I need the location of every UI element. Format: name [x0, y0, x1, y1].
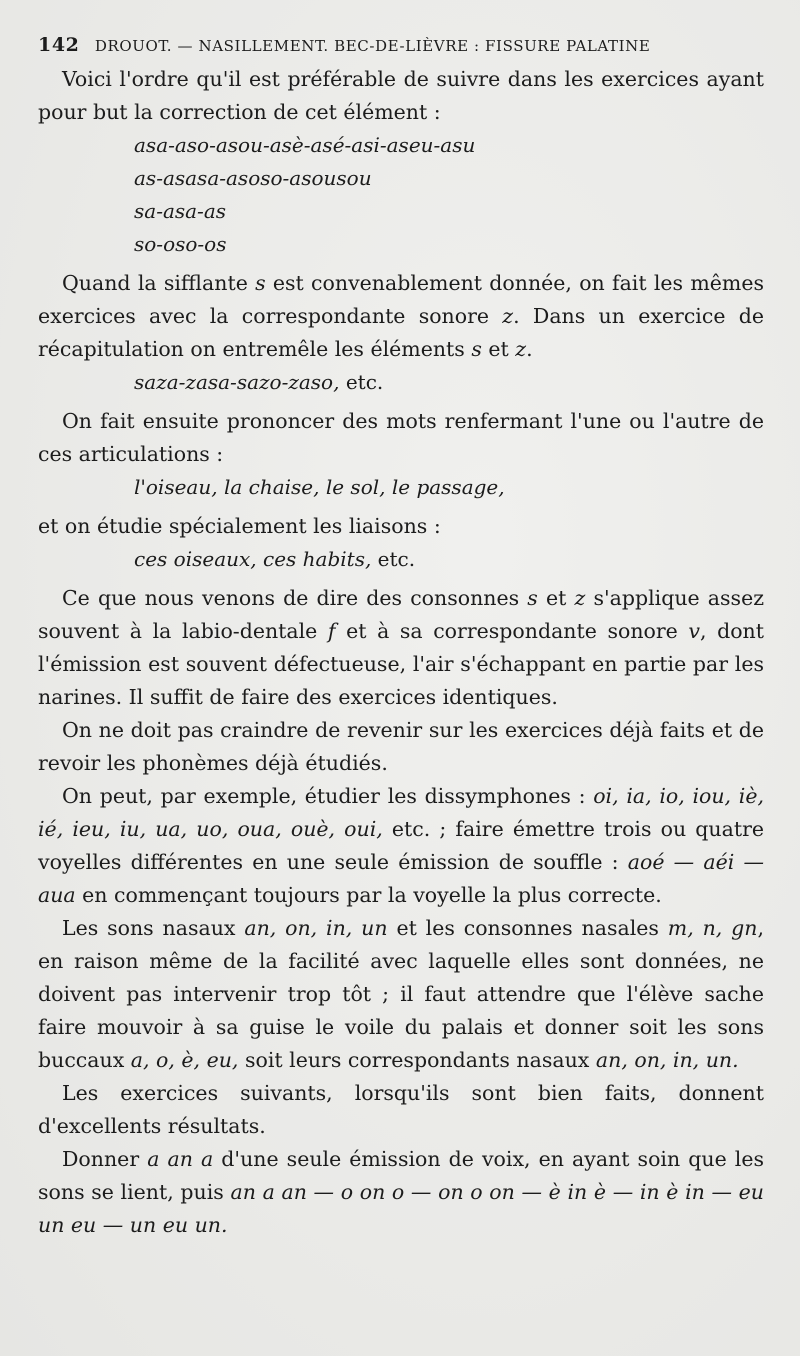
exercise-line-6: l'oiseau, la chaise, le sol, le passage, — [134, 475, 505, 499]
paragraph-2: Quand la sifflante s est convenablement donnée, on fait les mêmes exercices avec la correspondante sonore z. Dans un exercice de récapitulation on entremêle les éléments s et z. — [38, 271, 764, 361]
paragraph-10: Donner a an a d'une seule émission de voix, en ayant soin que les sons se lient, puis an a an — o on o — on o on — è in è — in è in — eu un eu — un eu un. — [38, 1147, 764, 1237]
paragraph-4: et on étudie spécialement les liaisons : — [38, 514, 441, 538]
page-number: 142 — [38, 34, 80, 56]
exercise-line-4: so-oso-os — [134, 232, 227, 256]
paragraph-1: Voici l'ordre qu'il est préférable de suivre dans les exercices ayant pour but la correction de cet élément : — [38, 67, 764, 124]
paragraph-8: Les sons nasaux an, on, in, un et les consonnes nasales m, n, gn, en raison même de la facilité avec laquelle elles sont données, ne doivent pas intervenir trop tôt ; il faut attendre que l'élève sache faire mouvoir à sa guise le voile du palais et donner soit les sons buccaux a, o, è, eu, soit leurs correspondants nasaux an, on, in, un. — [38, 916, 765, 1072]
paragraph-6: On ne doit pas craindre de revenir sur les exercices déjà faits et de revoir les phonèmes déjà étudiés. — [38, 718, 764, 775]
exercise-line-5: saza-zasa-sazo-zaso, etc. — [134, 370, 384, 394]
paragraph-3: On fait ensuite prononcer des mots renfermant l'une ou l'autre de ces articulations : — [38, 409, 764, 466]
exercise-line-1: asa-aso-asou-asè-asé-asi-aseu-asu — [134, 133, 476, 157]
paragraph-9: Les exercices suivants, lorsqu'ils sont bien faits, donnent d'excellents résultats. — [38, 1081, 764, 1138]
exercise-line-2: as-asasa-asoso-asousou — [134, 166, 372, 190]
paragraph-5: Ce que nous venons de dire des consonnes s et z s'applique assez souvent à la labio-dentale f et à sa correspondante sonore v, dont l'émission est souvent défectueuse, l'air s'échappant en partie par les narines. Il suffit de faire des exercices identiques. — [38, 586, 764, 709]
running-header — [38, 34, 764, 57]
exercise-line-7: ces oiseaux, ces habits, etc. — [134, 547, 416, 571]
exercise-line-3: sa-asa-as — [134, 199, 227, 223]
running-title: DROUOT. — NASILLEMENT. BEC-DE-LIÈVRE : FISSURE PALATINE — [94, 37, 651, 55]
paragraph-7: On peut, par exemple, étudier les dissymphones : oi, ia, io, iou, iè, ié, ieu, iu, ua, uo, oua, ouè, oui, etc. ; faire émettre trois ou quatre voyelles différentes en une seule émission de souffle : aoé — aéi — aua en commençant toujours par la voyelle la plus correcte. — [38, 784, 764, 907]
